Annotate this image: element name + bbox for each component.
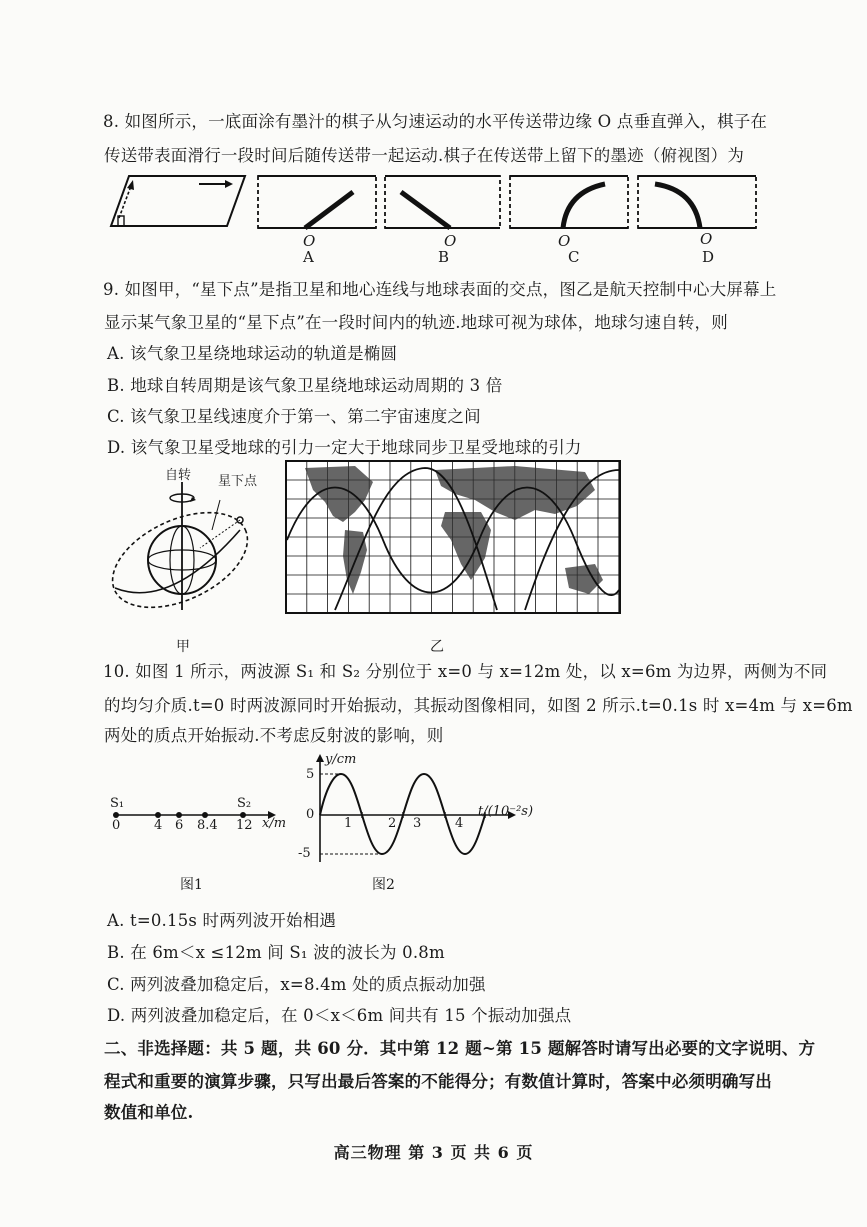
fig2-xlabel: t/(10⁻²s) [478,804,534,819]
q10-option-b[interactable]: B. 在 6m＜x ≤12m 间 S₁ 波的波长为 0.8m [107,943,445,962]
fig2-xtick-1: 1 [344,816,353,831]
q10-line2: 的均匀介质.t=0 时两波源同时开始振动，其振动图像相同，如图 2 所示.t=0.1s 时 x=4m 与 x=6m [104,696,853,715]
fig2-caption: 图2 [372,877,395,893]
q8-point-c: O [558,232,571,250]
page-footer: 高三物理 第 3 页 共 6 页 [333,1143,534,1162]
q8-point-b: O [444,232,457,250]
fig1-tick-4: 4 [154,818,163,833]
q8-line2: 传送带表面滑行一段时间后随传送带一起运动.棋子在传送带上留下的墨迹（俯视图）为 [104,146,745,165]
fig2-ylabel: y/cm [325,752,357,767]
fig2-ytick-0: 0 [306,807,315,822]
fig1-s2: S₂ [237,796,252,811]
world-map-figure [285,460,625,620]
q10-line1: 10. 如图 1 所示，两波源 S₁ 和 S₂ 分别位于 x=0 与 x=12m 处，以 x=6m 为边界，两侧为不同 [103,662,828,681]
q10-option-a[interactable]: A. t=0.15s 时两列波开始相遇 [107,911,337,930]
fig1-tick-6: 6 [175,818,184,833]
fig2-xtick-3: 3 [413,816,422,831]
q8-option-c[interactable]: C [568,248,580,266]
trace-c [563,184,605,228]
fig2-ytick-neg5: -5 [298,846,311,861]
fig1-tick-12: 12 [236,818,253,833]
sub-satellite-point-label: 星下点 [218,474,258,489]
fig1-s1: S₁ [110,796,125,811]
section2-line3: 数值和单位. [104,1103,194,1122]
q8-line1: 8. 如图所示，一底面涂有墨汁的棋子从匀速运动的水平传送带边缘 O 点垂直弹入，棋子在 [103,112,768,131]
caption-yi: 乙 [430,639,444,655]
trace-d [655,184,700,228]
rotation-label: 自转 [165,468,192,483]
trace-a [305,192,353,228]
fig1-axis-label: x/m [262,816,287,831]
fig2-xtick-4: 4 [455,816,464,831]
section2-line1: 二、非选择题：共 5 题，共 60 分．其中第 12 题~第 15 题解答时请写出必要的文字说明、方 [104,1039,816,1058]
q8-point-d: O [700,230,713,248]
q8-figure [105,170,865,270]
fig2-xtick-2: 2 [388,816,397,831]
fig1-caption: 图1 [180,877,203,893]
q9-line2: 显示某气象卫星的“星下点”在一段时间内的轨迹.地球可视为球体，地球匀速自转，则 [104,313,728,332]
fig1-tick-8_4: 8.4 [197,818,218,833]
q9-line1: 9. 如图甲，“星下点”是指卫星和地心连线与地球表面的交点，图乙是航天控制中心大屏幕上 [103,280,777,299]
option-c-box [510,176,628,228]
q10-option-c[interactable]: C. 两列波叠加稳定后，x=8.4m 处的质点振动加强 [107,975,486,994]
fig2-ytick-5: 5 [306,767,315,782]
q9-option-b[interactable]: B. 地球自转周期是该气象卫星绕地球运动周期的 3 倍 [107,376,503,395]
q10-line3: 两处的质点开始振动.不考虑反射波的影响，则 [104,726,444,745]
section2-line2: 程式和重要的演算步骤，只写出最后答案的不能得分；有数值计算时，答案中必须明确写出 [104,1072,772,1091]
caption-jia: 甲 [176,639,190,655]
q10-option-d[interactable]: D. 两列波叠加稳定后，在 0＜x＜6m 间共有 15 个振动加强点 [107,1006,572,1025]
q9-option-c[interactable]: C. 该气象卫星线速度介于第一、第二宇宙速度之间 [107,407,481,426]
fig1-tick-0: 0 [112,818,121,833]
q9-option-d[interactable]: D. 该气象卫星受地球的引力一定大于地球同步卫星受地球的引力 [107,438,582,457]
q9-option-a[interactable]: A. 该气象卫星绕地球运动的轨道是椭圆 [107,344,398,363]
q8-option-d[interactable]: D [702,248,715,266]
trace-b [401,192,450,228]
q8-point-a: O [303,232,316,250]
q8-option-b[interactable]: B [438,248,450,266]
q8-option-a[interactable]: A [303,248,314,266]
